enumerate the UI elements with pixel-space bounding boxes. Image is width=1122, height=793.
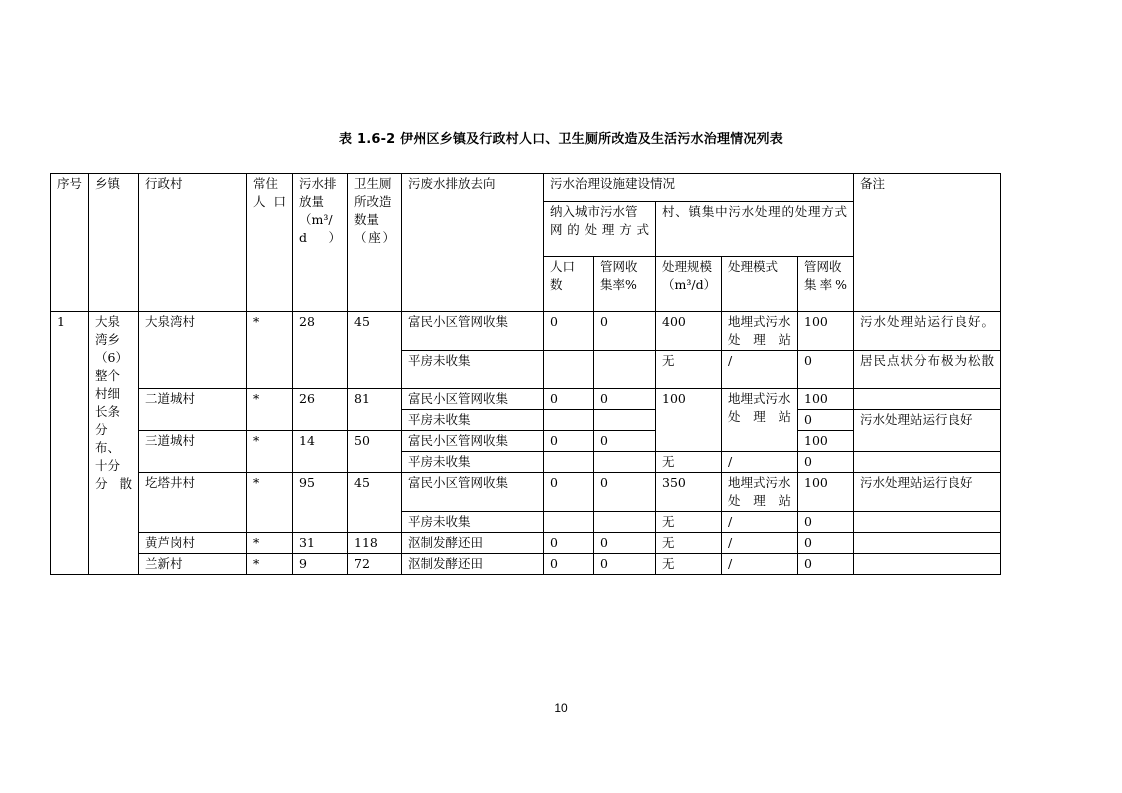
cell-pipe-rate: 100 <box>798 431 854 452</box>
cell-toilets: 118 <box>348 533 402 554</box>
header-pipe-rate: 管网收集率% <box>798 257 854 312</box>
cell-remark <box>854 554 1001 575</box>
cell-urban-pop <box>544 351 594 389</box>
cell-village-name: 二道城村 <box>139 389 247 431</box>
cell-discharge: 28 <box>293 312 348 389</box>
cell-population: * <box>247 431 293 473</box>
header-row <box>51 174 1001 202</box>
table-row <box>51 389 1001 410</box>
cell-remark <box>854 452 1001 473</box>
cell-urban-pop: 0 <box>544 533 594 554</box>
cell-mode: 地埋式污水处理站 <box>722 473 798 512</box>
cell-pipe-rate: 0 <box>798 351 854 389</box>
table-row <box>51 533 1001 554</box>
cell-scale: 400 <box>656 312 722 351</box>
cell-direction: 平房未收集 <box>402 452 544 473</box>
table-row <box>51 312 1001 351</box>
cell-urban-pop <box>544 512 594 533</box>
cell-scale: 无 <box>656 554 722 575</box>
cell-discharge: 26 <box>293 389 348 431</box>
header-direction: 污废水排放去向 <box>402 174 544 312</box>
cell-pipe-rate: 100 <box>798 389 854 410</box>
table-title: 表 1.6-2 伊州区乡镇及行政村人口、卫生厕所改造及生活污水治理情况列表 <box>339 132 783 147</box>
cell-population: * <box>247 533 293 554</box>
cell-remark <box>854 533 1001 554</box>
header-discharge: 污水排放量（m³/d） <box>293 174 348 312</box>
cell-urban-rate <box>594 512 656 533</box>
cell-remark <box>854 389 1001 410</box>
header-scale: 处理规模（m³/d） <box>656 257 722 312</box>
table-row <box>51 473 1001 512</box>
header-urban-pop: 人口数 <box>544 257 594 312</box>
header-mode: 处理模式 <box>722 257 798 312</box>
cell-direction: 平房未收集 <box>402 351 544 389</box>
cell-pipe-rate: 0 <box>798 533 854 554</box>
header-village: 行政村 <box>139 174 247 312</box>
cell-urban-pop <box>544 452 594 473</box>
cell-seq: 1 <box>51 312 89 575</box>
header-seq: 序号 <box>51 174 89 312</box>
cell-village-name: 圪塔井村 <box>139 473 247 533</box>
cell-direction: 沤制发酵还田 <box>402 533 544 554</box>
cell-remark <box>854 512 1001 533</box>
cell-direction: 富民小区管网收集 <box>402 473 544 512</box>
cell-mode: 地埋式污水处理站 <box>722 389 798 452</box>
cell-remark: 污水处理站运行良好 <box>854 410 1001 452</box>
cell-direction: 平房未收集 <box>402 410 544 431</box>
cell-mode: 地埋式污水处理站 <box>722 312 798 351</box>
cell-mode: / <box>722 452 798 473</box>
cell-mode: / <box>722 554 798 575</box>
cell-toilets: 81 <box>348 389 402 431</box>
cell-urban-rate: 0 <box>594 431 656 452</box>
cell-pipe-rate: 0 <box>798 410 854 431</box>
cell-village-name: 兰新村 <box>139 554 247 575</box>
cell-toilets: 45 <box>348 473 402 533</box>
cell-direction: 富民小区管网收集 <box>402 431 544 452</box>
cell-urban-pop: 0 <box>544 389 594 410</box>
page-number: 10 <box>554 701 568 715</box>
header-town: 乡镇 <box>89 174 139 312</box>
cell-urban-pop: 0 <box>544 431 594 452</box>
cell-discharge: 9 <box>293 554 348 575</box>
cell-town: 大泉湾乡（6）整个村细长条分布、十分分散 <box>89 312 139 575</box>
cell-urban-rate: 0 <box>594 389 656 410</box>
cell-population: * <box>247 473 293 533</box>
cell-scale: 100 <box>656 389 722 452</box>
cell-mode: / <box>722 512 798 533</box>
cell-urban-rate: 0 <box>594 554 656 575</box>
cell-urban-rate <box>594 410 656 431</box>
header-village-treat: 村、镇集中污水处理的处理方式 <box>656 202 854 257</box>
header-toilets: 卫生厕所改造数量（座） <box>348 174 402 312</box>
header-facility: 污水治理设施建设情况 <box>544 174 854 202</box>
header-urban-pipe: 纳入城市污水管网的处理方式 <box>544 202 656 257</box>
cell-toilets: 50 <box>348 431 402 473</box>
cell-scale: 无 <box>656 452 722 473</box>
cell-pipe-rate: 0 <box>798 452 854 473</box>
cell-pipe-rate: 0 <box>798 512 854 533</box>
cell-direction: 富民小区管网收集 <box>402 312 544 351</box>
cell-population: * <box>247 554 293 575</box>
cell-scale: 无 <box>656 351 722 389</box>
cell-toilets: 45 <box>348 312 402 389</box>
table-row <box>51 554 1001 575</box>
cell-urban-rate: 0 <box>594 312 656 351</box>
cell-direction: 平房未收集 <box>402 512 544 533</box>
cell-scale: 无 <box>656 512 722 533</box>
cell-mode: / <box>722 533 798 554</box>
cell-mode: / <box>722 351 798 389</box>
cell-urban-pop: 0 <box>544 473 594 512</box>
cell-village-name: 三道城村 <box>139 431 247 473</box>
cell-direction: 沤制发酵还田 <box>402 554 544 575</box>
cell-urban-pop: 0 <box>544 312 594 351</box>
cell-village-name: 大泉湾村 <box>139 312 247 389</box>
cell-remark: 污水处理站运行良好。 <box>854 312 1001 351</box>
cell-urban-pop <box>544 410 594 431</box>
cell-pipe-rate: 100 <box>798 312 854 351</box>
cell-village-name: 黄芦岗村 <box>139 533 247 554</box>
cell-discharge: 14 <box>293 431 348 473</box>
cell-remark: 污水处理站运行良好 <box>854 473 1001 512</box>
cell-urban-pop: 0 <box>544 554 594 575</box>
cell-scale: 350 <box>656 473 722 512</box>
cell-population: * <box>247 312 293 389</box>
cell-urban-rate: 0 <box>594 473 656 512</box>
cell-pipe-rate: 0 <box>798 554 854 575</box>
header-remark: 备注 <box>854 174 1001 312</box>
cell-discharge: 31 <box>293 533 348 554</box>
cell-urban-rate <box>594 452 656 473</box>
cell-scale: 无 <box>656 533 722 554</box>
cell-urban-rate <box>594 351 656 389</box>
cell-pipe-rate: 100 <box>798 473 854 512</box>
cell-toilets: 72 <box>348 554 402 575</box>
cell-remark: 居民点状分布极为松散 <box>854 351 1001 389</box>
cell-discharge: 95 <box>293 473 348 533</box>
cell-urban-rate: 0 <box>594 533 656 554</box>
cell-direction: 富民小区管网收集 <box>402 389 544 410</box>
header-population: 常住人口 <box>247 174 293 312</box>
cell-population: * <box>247 389 293 431</box>
wastewater-table <box>50 173 1001 575</box>
header-urban-rate: 管网收集率% <box>594 257 656 312</box>
